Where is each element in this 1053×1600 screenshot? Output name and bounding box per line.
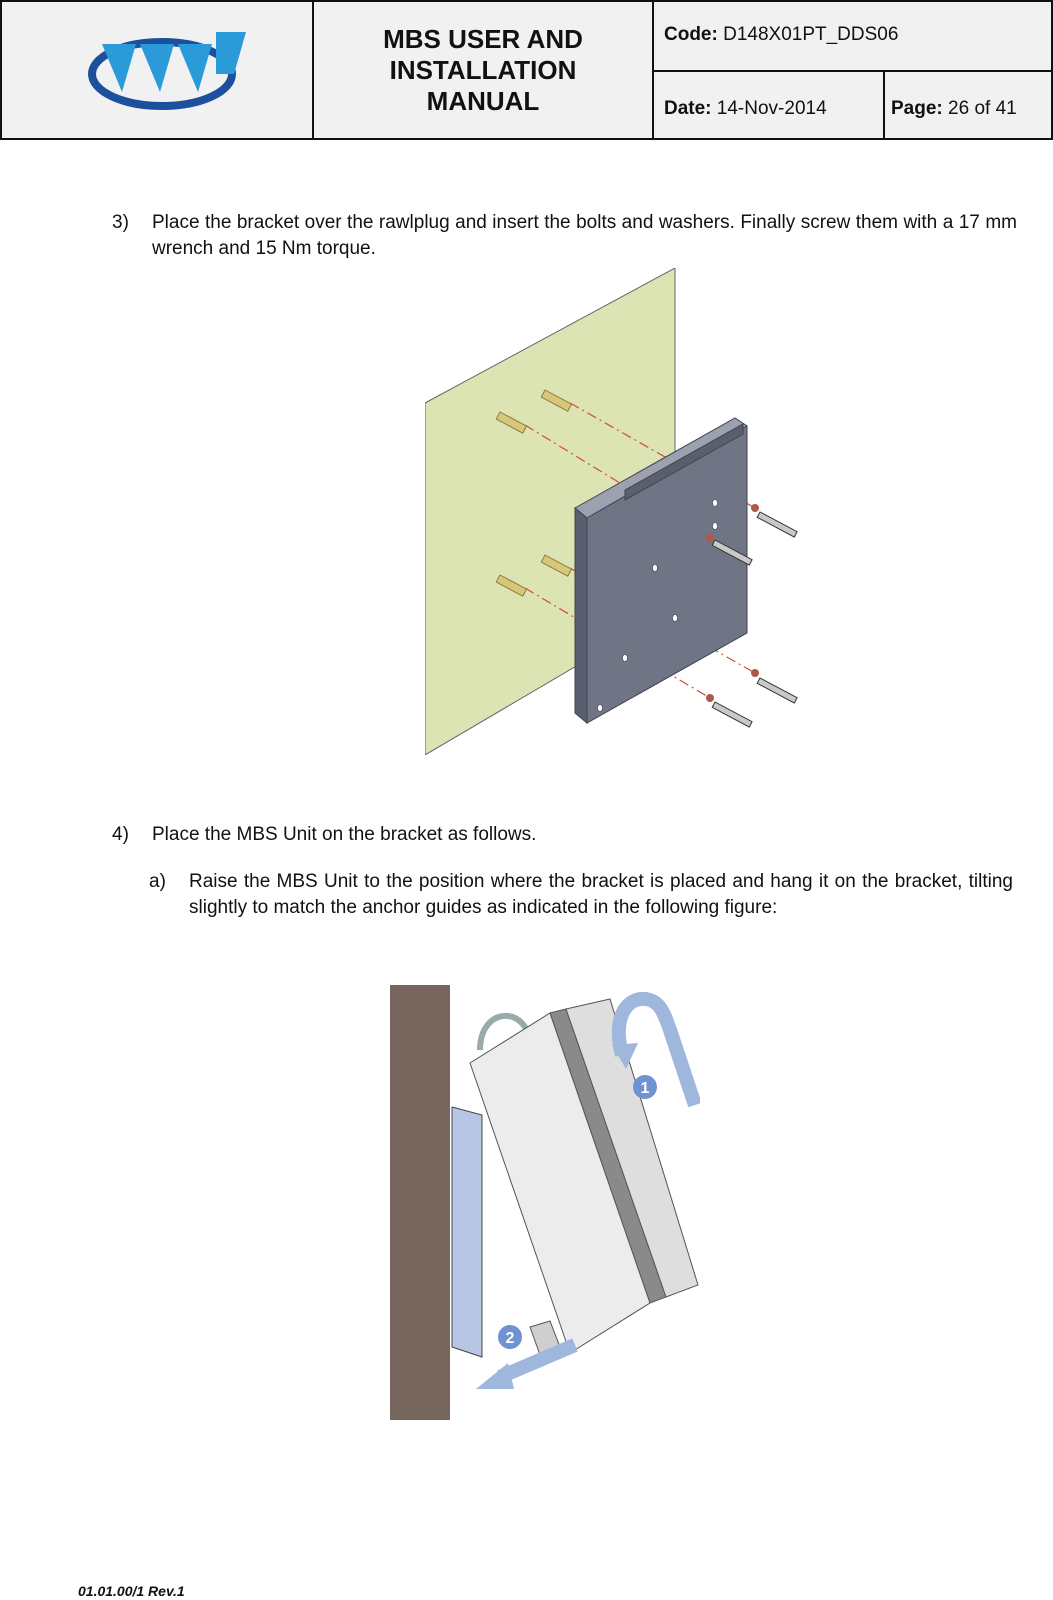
mbs-unit: [470, 999, 698, 1355]
step-3-number: 3): [112, 212, 129, 233]
document-header: [0, 0, 1053, 140]
date-value: 14-Nov-2014: [716, 98, 827, 119]
company-logo: [2, 2, 316, 142]
title-cell: [312, 0, 654, 140]
page-value: 26 of 41: [948, 98, 1017, 119]
step-4-number: 4): [112, 824, 129, 845]
step-4a-text: Raise the MBS Unit to the position where the bracket is placed and hang it on the bracket, tilting slightly to match the anchor guides as indicated in the following figure:: [189, 871, 1013, 918]
bracket-mounting-figure: [425, 268, 813, 755]
date-cell: [652, 70, 885, 140]
wall-bracket: [452, 1107, 482, 1357]
document-title: MBS USER AND INSTALLATION MANUAL: [383, 23, 583, 116]
code-cell: [652, 0, 1053, 72]
logo-cell: [0, 0, 314, 140]
code-value: D148X01PT_DDS06: [723, 24, 899, 45]
wall-section: [390, 985, 450, 1420]
code-label: Code:: [664, 24, 718, 45]
page-label: Page:: [891, 98, 943, 119]
footer-revision: 01.01.00/1 Rev.1: [78, 1583, 185, 1599]
date-label: Date:: [664, 98, 712, 119]
step-4a-number: a): [149, 871, 166, 892]
mbs-unit-hanging-figure: [390, 985, 700, 1420]
step-4-text: Place the MBS Unit on the bracket as follows.: [152, 824, 537, 845]
arrow-2-badge: 2: [505, 1330, 515, 1347]
arrow-1-badge: 1: [640, 1080, 650, 1097]
step-3-text: Place the bracket over the rawlplug and insert the bolts and washers. Finally screw them with a 17 mm wrench and 15 Nm torque.: [152, 212, 1017, 259]
arrow-2: [476, 1325, 575, 1389]
page-cell: [883, 70, 1053, 140]
